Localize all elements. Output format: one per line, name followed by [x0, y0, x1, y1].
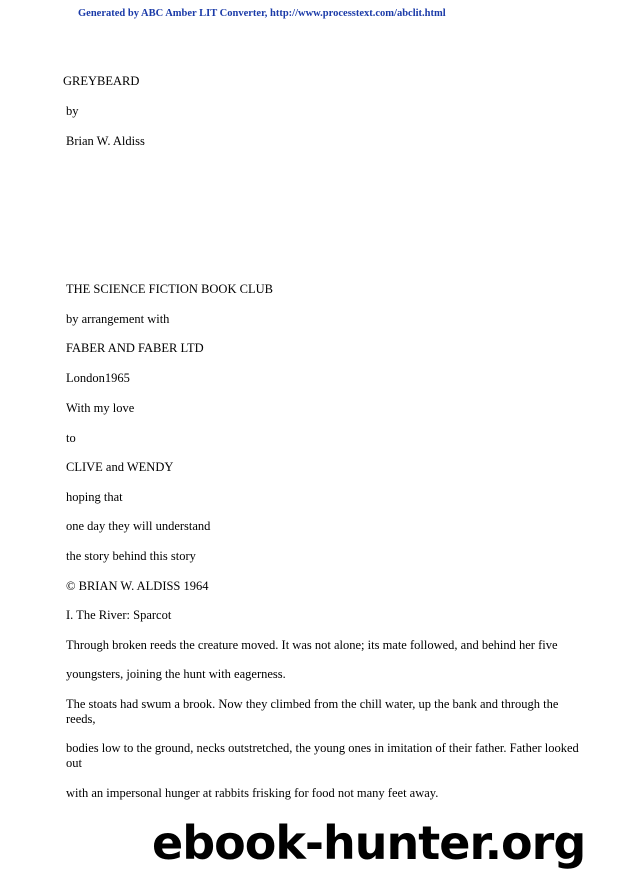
- dedication-line: to: [66, 431, 76, 445]
- body-paragraph-line: with an impersonal hunger at rabbits frisking for food not many feet away.: [66, 786, 439, 800]
- watermark-text: ebook-hunter.org: [152, 816, 586, 870]
- book-title: GREYBEARD: [63, 74, 140, 88]
- body-paragraph-line: Through broken reeds the creature moved. It was not alone; its mate followed, and behind her five: [66, 638, 558, 652]
- body-paragraph-line: The stoats had swum a brook. Now they climbed from the chill water, up the bank and through the: [66, 697, 559, 711]
- dedication-line: CLIVE and WENDY: [66, 460, 174, 474]
- publisher-name: FABER AND FABER LTD: [66, 341, 204, 355]
- converter-header: Generated by ABC Amber LIT Converter, http://www.processtext.com/abclit.html: [78, 8, 446, 19]
- dedication-line: With my love: [66, 401, 135, 415]
- body-paragraph-line: reeds,: [66, 712, 96, 726]
- copyright-line: © BRIAN W. ALDISS 1964: [66, 579, 209, 593]
- body-paragraph-line: youngsters, joining the hunt with eagerness.: [66, 667, 286, 681]
- dedication-line: hoping that: [66, 490, 123, 504]
- book-club-line: THE SCIENCE FICTION BOOK CLUB: [66, 282, 273, 296]
- by-line: by: [66, 104, 79, 118]
- dedication-line: the story behind this story: [66, 549, 196, 563]
- body-paragraph-line: bodies low to the ground, necks outstretched, the young ones in imitation of their father. Father looked: [66, 741, 579, 755]
- author-name: Brian W. Aldiss: [66, 134, 145, 148]
- dedication-line: one day they will understand: [66, 519, 211, 533]
- chapter-heading: I. The River: Sparcot: [66, 608, 172, 622]
- place-year: London1965: [66, 371, 130, 385]
- arrangement-line: by arrangement with: [66, 312, 170, 326]
- body-paragraph-line: out: [66, 756, 82, 770]
